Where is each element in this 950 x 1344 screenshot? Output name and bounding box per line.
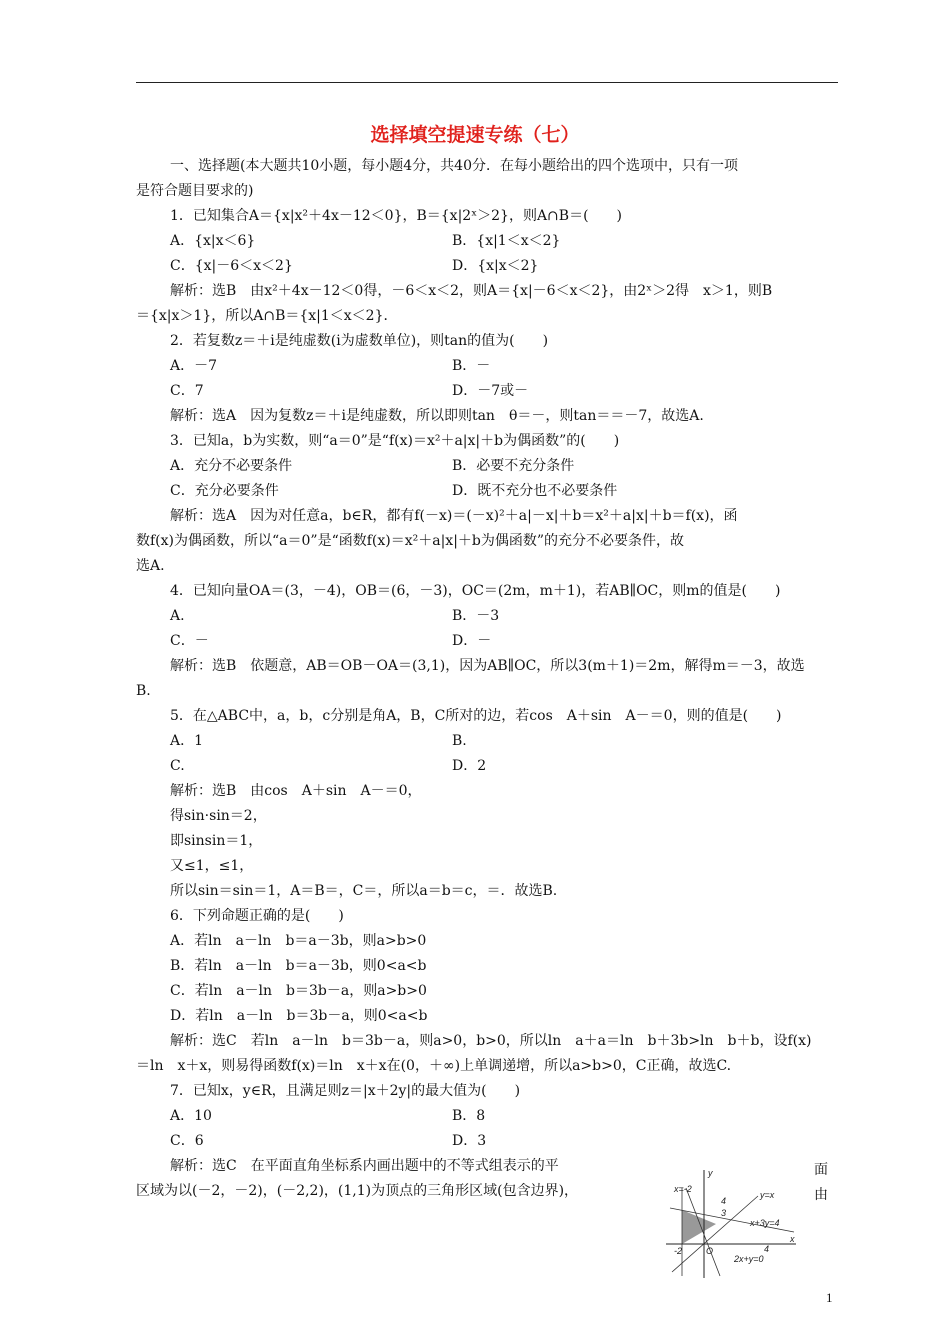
label-x-plus-3y: x+3y=4: [750, 1218, 780, 1228]
label-y-eq-x: y=x: [760, 1190, 775, 1200]
q4-options-cd: [136, 629, 838, 654]
q4-option-c: C．－: [170, 633, 209, 649]
q3-stem: 3．已知a，b为实数，则“a＝0”是“f(x)＝x²＋a|x|＋b为偶函数”的( ): [170, 433, 620, 449]
q4-solution-1: 解析：选B 依题意，AB＝OB－OA＝(3,1)，因为AB∥OC，所以3(m＋1)＝2m，解得m＝－3，故选: [170, 658, 805, 674]
q6-stem: 6．下列命题正确的是( ): [170, 908, 344, 924]
q3-solution-1: 解析：选A 因为对任意a，b∈R，都有f(－x)＝(－x)²＋a|－x|＋b＝x²＋a|x|＋b＝f(x)，函: [170, 508, 738, 524]
q6-solution-2: ＝ln x＋x，则易得函数f(x)＝ln x＋x在(0，＋∞)上单调递增，所以a>b>0，C正确，故选C.: [136, 1058, 732, 1074]
q4-option-d: D．－: [452, 633, 492, 649]
q5-solution-3: 即sinsin＝1，: [170, 833, 263, 849]
q6-solution-1: 解析：选C 若ln a－ln b＝3b－a，则a>0，b>0，所以ln a＋a＝ln b＋3b>ln b＋b，设f(x): [170, 1033, 812, 1049]
q4-options-ab: [136, 604, 838, 629]
origin-label: O: [706, 1246, 714, 1256]
q2-options-ab: [136, 354, 838, 379]
q6-option-d: D．若ln a－ln b＝3b－a，则0<a<b: [170, 1008, 428, 1024]
x-axis-label: x: [790, 1234, 795, 1244]
document-body: [136, 154, 838, 1204]
q5-option-a: A．1: [170, 733, 204, 749]
q1-option-d: D．{x|x＜2}: [452, 258, 539, 274]
q5-option-b: B.: [452, 733, 467, 749]
q5-solution-5: 所以sin＝sin＝1，A＝B＝，C＝，所以a＝b＝c，＝．故选B.: [170, 883, 558, 899]
q3-option-c: C．充分必要条件: [170, 483, 279, 499]
q5-solution-1: 解析：选B 由cos A＋sin A－＝0，: [170, 783, 422, 799]
q7-tail-text: [814, 1158, 828, 1208]
intro-line-1: 一、选择题(本大题共10小题，每小题4分，共40分．在每小题给出的四个选项中，只有一项: [170, 158, 738, 174]
q2-stem: 2．若复数z＝＋i是纯虚数(i为虚数单位)，则tan的值为( ): [170, 333, 549, 349]
page-title: 选择填空提速专练（七）: [370, 124, 580, 146]
q1-options-cd: [136, 254, 838, 279]
q2-option-c: C．7: [170, 383, 204, 399]
q1-option-c: C．{x|－6＜x＜2}: [170, 258, 293, 274]
q5-solution-4: 又≤1，≤1，: [170, 858, 254, 874]
q3-options-cd: [136, 479, 838, 504]
q6-option-c: C．若ln a－ln b＝3b－a，则a>b>0: [170, 983, 427, 999]
q7-options-ab: [136, 1104, 838, 1129]
q3-solution-3: 选A.: [136, 558, 165, 574]
q3-option-a: A．充分不必要条件: [170, 458, 293, 474]
q1-option-b: B．{x|1＜x＜2}: [452, 233, 561, 249]
label-x-neg2: x=-2: [674, 1184, 692, 1194]
q1-stem: 1．已知集合A＝{x|x²＋4x－12＜0}，B＝{x|2ˣ＞2}，则A∩B＝( ): [170, 208, 622, 224]
q4-stem: 4．已知向量OA＝(3，－4)，OB＝(6，－3)，OC＝(2m，m＋1)，若AB∥OC，则m的值是( ): [170, 583, 781, 599]
q2-option-d: D．－7或－: [452, 383, 529, 399]
q7-solution-2: 区域为以(－2，－2)，(－2,2)，(1,1)为顶点的三角形区域(包含边界)，: [136, 1183, 579, 1199]
q2-solution-1: 解析：选A 因为复数z＝＋i是纯虚数，所以即则tan θ＝－，则tan＝＝－7，故选A.: [170, 408, 704, 424]
q3-solution-2: 数f(x)为偶函数，所以“a＝0”是“函数f(x)＝x²＋a|x|＋b为偶函数”的充分不必要条件，故: [136, 533, 685, 549]
q6-option-b: B．若ln a－ln b＝a－3b，则0<a<b: [170, 958, 427, 974]
q7-option-b: B．8: [452, 1108, 486, 1124]
q7-tail-1: 面: [814, 1162, 828, 1178]
q5-options-cd: [136, 754, 838, 779]
page-number: 1: [826, 1290, 833, 1305]
q5-solution-2: 得sin·sin＝2，: [170, 808, 267, 824]
q1-solution-2: ＝{x|x＞1}，所以A∩B＝{x|1＜x＜2}．: [136, 308, 398, 324]
q4-option-b: B．－3: [452, 608, 500, 624]
q7-stem: 7．已知x，y∈R，且满足则z＝|x＋2y|的最大值为( ): [170, 1083, 521, 1099]
q2-option-a: A．－7: [170, 358, 218, 374]
q1-option-a: A．{x|x＜6}: [170, 233, 256, 249]
q7-option-c: C．6: [170, 1133, 204, 1149]
q3-option-d: D．既不充分也不必要条件: [452, 483, 618, 499]
q7-solution-1: 解析：选C 在平面直角坐标系内画出题中的不等式组表示的平: [170, 1158, 559, 1174]
q7-options-cd: [136, 1129, 838, 1154]
q7-option-a: A．10: [170, 1108, 212, 1124]
q1-solution-1: 解析：选B 由x²＋4x－12＜0得，－6＜x＜2，则A＝{x|－6＜x＜2}，由2ˣ＞2得 x＞1，则B: [170, 283, 773, 299]
q3-options-ab: [136, 454, 838, 479]
q5-options-ab: [136, 729, 838, 754]
q5-option-c: C.: [170, 758, 185, 774]
q6-option-a: A．若ln a－ln b＝a－3b，则a>b>0: [170, 933, 427, 949]
q2-options-cd: [136, 379, 838, 404]
tick-label-4-num: 4: [721, 1196, 727, 1206]
q3-option-b: B．必要不充分条件: [452, 458, 575, 474]
q5-option-d: D．2: [452, 758, 487, 774]
q4-solution-2: B.: [136, 683, 151, 699]
tick-label-neg2: -2: [674, 1246, 683, 1256]
q2-option-b: B．－: [452, 358, 491, 374]
q7-tail-2: 由: [814, 1187, 828, 1203]
q4-option-a: A.: [170, 608, 185, 624]
feasible-region-figure: [664, 1168, 804, 1280]
q1-options-ab: [136, 229, 838, 254]
shaded-region: [682, 1210, 716, 1244]
y-axis-label: y: [708, 1168, 713, 1178]
q7-option-d: D．3: [452, 1133, 487, 1149]
label-2x-plus-y: 2x+y=0: [734, 1254, 764, 1264]
header-rule: [136, 82, 838, 83]
tick-label-4-x: 4: [764, 1244, 770, 1254]
q5-stem: 5．在△ABC中，a，b，c分别是角A，B，C所对的边，若cos A＋sin A－＝0，则的值是( ): [170, 708, 782, 724]
tick-label-3-den: 3: [721, 1208, 727, 1218]
intro-line-2: 是符合题目要求的): [136, 183, 254, 199]
